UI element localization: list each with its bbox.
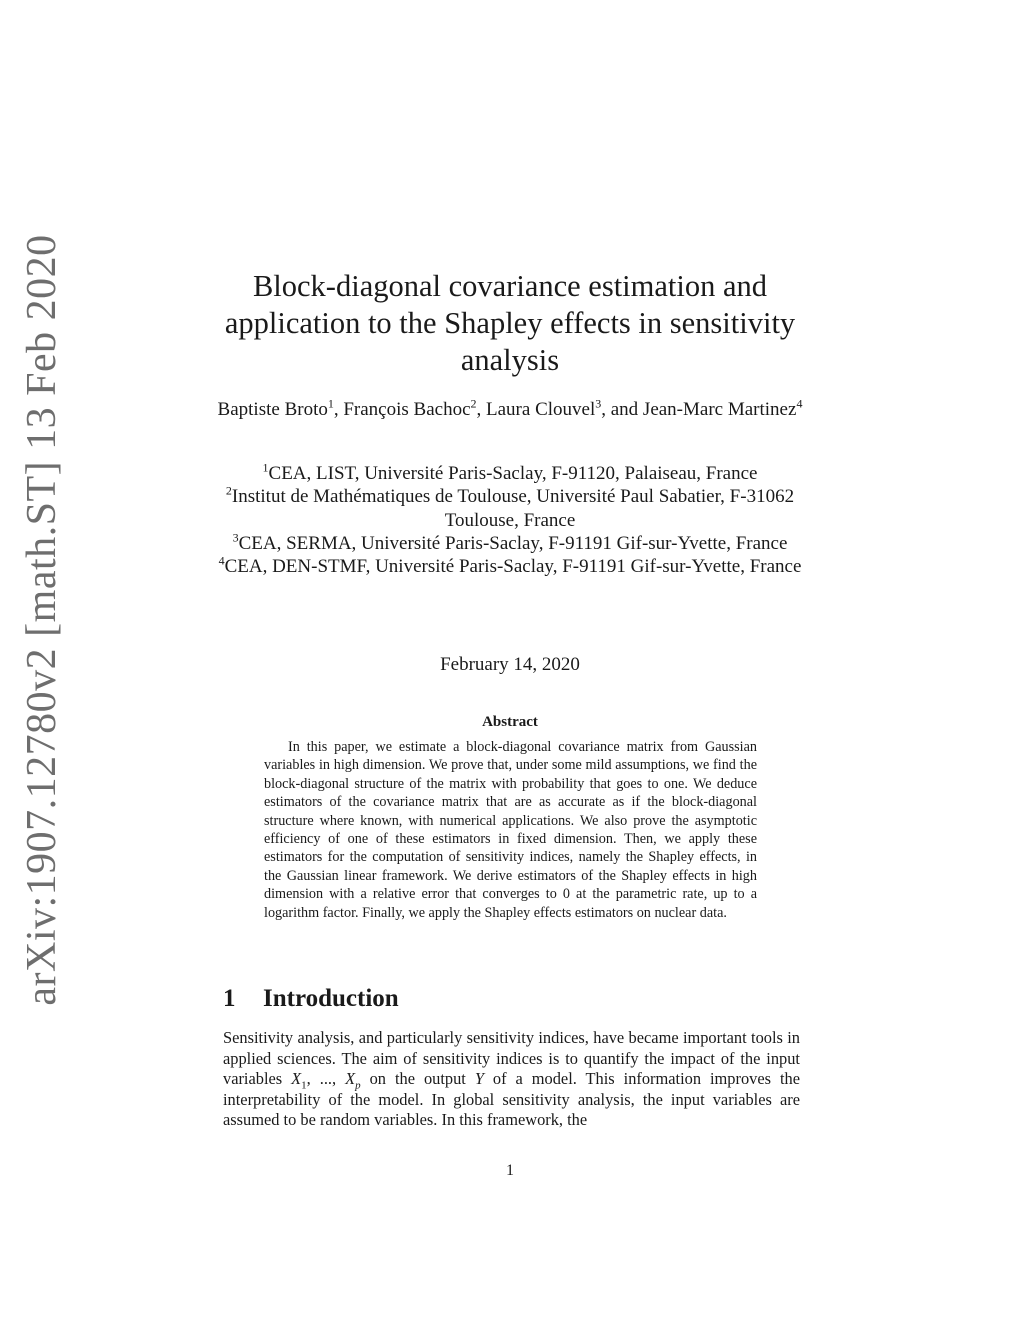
affiliation-mark: 4: [218, 553, 225, 568]
math-variable: Y: [474, 1069, 484, 1089]
math-variable: X: [291, 1069, 302, 1089]
affiliation-mark: 2: [225, 483, 232, 498]
affiliation: [210, 485, 810, 532]
affiliation: [210, 532, 810, 555]
abstract-text: In this paper, we estimate a block-diagonal covariance matrix from Gaussian variables in high dimension. We prove that, under some mild assumptions, we find the block-diagonal structure of the matrix with probability that goes to one. We deduce estimators of the covariance matrix that are as accurate as if the block-diagonal structure where known, with numerical applications. We also prove the asymptotic efficiency of one of these estimators in fixed dimension. Then, we apply these estimators for the computation of sensitivity indices, namely the Shapley effects, in the Gaussian linear framework. We derive estimators of the Shapley effects in high dimension with a relative error that converges to 0 at the parametric rate, up to a logarithm factor. Finally, we apply the Shapley effects estimators on nuclear data.: [264, 739, 757, 921]
arxiv-identifier-stamp: arXiv:1907.12780v2 [math.ST] 13 Feb 2020: [19, 234, 65, 1006]
publication-date: February 14, 2020: [440, 654, 580, 675]
author-affiliation-mark: 1: [327, 396, 334, 411]
paragraph-text: of a model. This information improves the interpretability of the model. In global sensitivity analysis, the input variables are assumed to be random variables. In this framework, the: [223, 1069, 800, 1130]
author-name: Jean-Marc Martinez: [642, 399, 797, 420]
author-name: Laura Clouvel: [486, 399, 596, 420]
section-title: Introduction: [263, 985, 399, 1012]
introduction-paragraph: [223, 1028, 800, 1131]
affiliation-mark: 1: [262, 460, 269, 475]
paragraph-text: on the output: [360, 1069, 475, 1089]
author-separator: ,: [476, 399, 487, 420]
affiliation-text: CEA, LIST, Université Paris-Saclay, F-91120, Palaiseau, France: [268, 463, 758, 484]
author-separator: , and: [601, 399, 643, 420]
affiliation-text: CEA, SERMA, Université Paris-Saclay, F-91191 Gif-sur-Yvette, France: [238, 532, 788, 554]
author-name: Baptiste Broto: [217, 399, 328, 420]
affiliation-list: [210, 462, 810, 578]
math-subscript: 1: [301, 1079, 307, 1092]
math-subscript: p: [355, 1079, 361, 1092]
affiliation: [210, 555, 810, 578]
paper-title: Block-diagonal covariance estimation and application to the Shapley effects in sensitivity analysis: [224, 269, 796, 377]
affiliation: [210, 462, 810, 485]
section-number: 1: [223, 985, 236, 1012]
affiliation-text: CEA, DEN-STMF, Université Paris-Saclay, F-91191 Gif-sur-Yvette, France: [224, 556, 802, 578]
paragraph-text: Sensitivity analysis, and particularly sensitivity indices, have became important tools in applied sciences. The aim of sensitivity indices is to quantify the impact of the input variables: [223, 1028, 800, 1089]
author-separator: ,: [333, 399, 344, 420]
affiliation-text: Institut de Mathématiques de Toulouse, Université Paul Sabatier, F-31062 Toulouse, France: [231, 486, 795, 531]
affiliation-mark: 3: [232, 530, 239, 545]
author-list: [210, 398, 810, 421]
author-affiliation-mark: 3: [595, 396, 602, 411]
author-affiliation-mark: 4: [796, 396, 803, 411]
math-variable: X: [345, 1069, 356, 1089]
abstract-heading: Abstract: [482, 714, 538, 730]
page-number: 1: [506, 1162, 514, 1179]
section-heading: [223, 985, 399, 1013]
author-name: François Bachoc: [343, 399, 471, 420]
author-affiliation-mark: 2: [470, 396, 477, 411]
math-separator: , ...,: [306, 1069, 346, 1089]
